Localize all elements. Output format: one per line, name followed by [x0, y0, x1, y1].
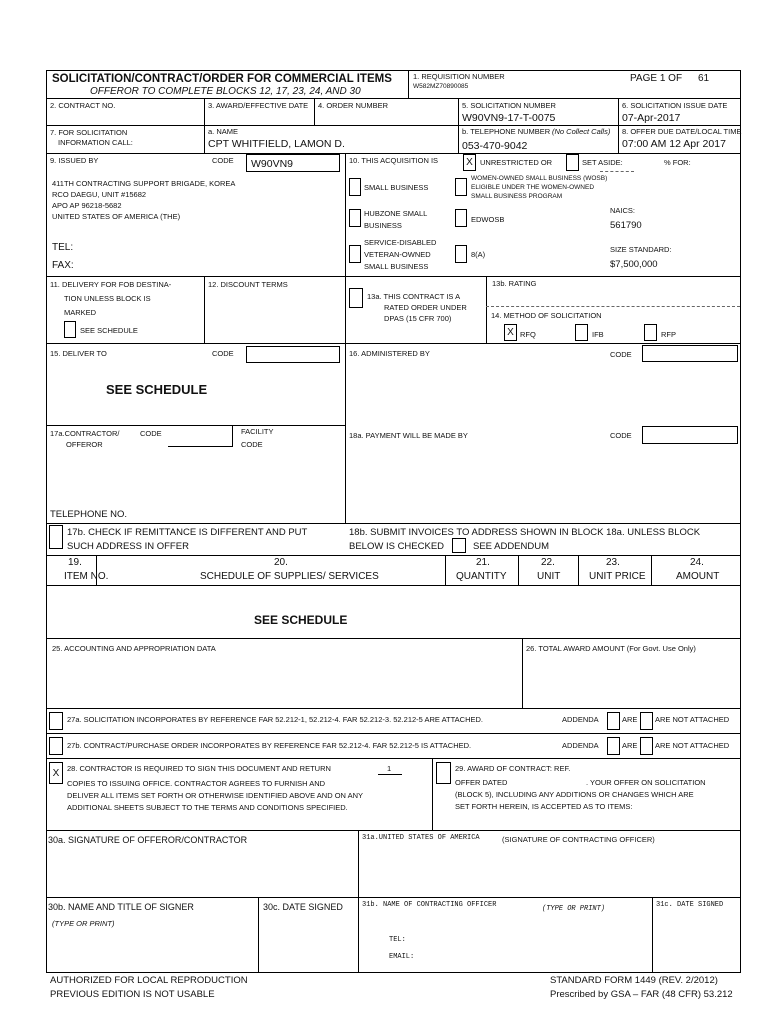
rating-label: 13b. RATING	[492, 279, 537, 288]
ifb-label: IFB	[592, 330, 604, 339]
set-aside-checkbox[interactable]	[566, 154, 579, 171]
edwosb-label: EDWOSB	[471, 215, 505, 224]
co-type-print: (TYPE OR PRINT)	[542, 905, 606, 913]
telephone-value: 053-470-9042	[462, 140, 528, 152]
information-call-label: INFORMATION CALL:	[58, 138, 133, 147]
unrestricted-checkbox[interactable]: X	[463, 154, 476, 171]
hubzone-checkbox[interactable]	[349, 209, 361, 227]
administered-by-code-label: CODE	[610, 350, 632, 359]
27a-are-not-label: ARE NOT ATTACHED	[655, 715, 730, 724]
issue-date-value: 07-Apr-2017	[622, 112, 681, 124]
29-checkbox[interactable]	[436, 762, 451, 784]
wosb-label-2: ELIGIBLE UNDER THE WOMEN-OWNED	[471, 184, 595, 191]
telephone-no-label: TELEPHONE NO.	[50, 509, 128, 520]
size-standard-value: $7,500,000	[610, 259, 658, 270]
28-line-1: 28. CONTRACTOR IS REQUIRED TO SIGN THIS DOCUMENT AND RETURN	[67, 764, 331, 773]
payment-code-box	[642, 426, 738, 444]
see-addendum-label: SEE ADDENDUM	[473, 541, 550, 552]
co-tel-label: TEL:	[389, 936, 406, 944]
rated-order-label-2: RATED ORDER UNDER	[384, 303, 467, 312]
ifb-checkbox[interactable]	[575, 324, 588, 341]
col-schedule-number: 20.	[274, 557, 288, 568]
col-schedule-label: SCHEDULE OF SUPPLIES/ SERVICES	[200, 571, 379, 582]
col-amount-label: AMOUNT	[676, 571, 720, 582]
telephone-label: b. TELEPHONE NUMBER	[462, 127, 551, 136]
8a-checkbox[interactable]	[455, 245, 467, 263]
solicitation-number-label: 5. SOLICITATION NUMBER	[462, 101, 556, 110]
payment-code-label: CODE	[610, 431, 632, 440]
hubzone-label-2: BUSINESS	[364, 221, 402, 230]
col-quantity-label: QUANTITY	[456, 571, 507, 582]
requisition-number-value: W582MZ70890085	[413, 83, 469, 90]
col-amount-number: 24.	[690, 557, 704, 568]
remittance-checkbox[interactable]	[49, 525, 63, 549]
delivery-fob-label-1: 11. DELIVERY FOR FOB DESTINA-	[50, 280, 172, 289]
sdvosb-label-3: SMALL BUSINESS	[364, 262, 429, 271]
total-award-label: 26. TOTAL AWARD AMOUNT (For Govt. Use Only)	[526, 644, 696, 653]
remittance-label-1: 17b. CHECK IF REMITTANCE IS DIFFERENT AND PUT	[67, 527, 308, 538]
naics-label: NAICS:	[610, 206, 636, 215]
see-schedule-checkbox[interactable]	[64, 321, 76, 338]
naics-value: 561790	[610, 220, 642, 231]
delivery-fob-label-3: MARKED	[64, 308, 97, 317]
wosb-checkbox[interactable]	[455, 178, 467, 196]
discount-terms-label: 12. DISCOUNT TERMS	[208, 280, 288, 289]
issued-by-label: 9. ISSUED BY	[50, 156, 99, 165]
co-name-label: 31b. NAME OF CONTRACTING OFFICER	[362, 901, 497, 909]
facility-label: FACILITY	[241, 427, 274, 436]
contract-no-label: 2. CONTRACT NO.	[50, 101, 116, 110]
27b-checkbox[interactable]	[49, 737, 63, 755]
deliver-to-see-schedule: SEE SCHEDULE	[106, 382, 208, 397]
29-line-3: (BLOCK 5), INCLUDING ANY ADDITIONS OR CHANGES WHICH ARE	[455, 790, 694, 799]
size-standard-label: SIZE STANDARD:	[610, 245, 672, 254]
usa-label: 31a.UNITED STATES OF AMERICA	[362, 834, 480, 842]
sdvosb-label-1: SERVICE-DISABLED	[364, 238, 437, 247]
27b-are-label: ARE	[622, 741, 638, 750]
col-unit-price-label: UNIT PRICE	[589, 571, 646, 582]
administered-by-code-box	[642, 345, 738, 362]
29-line-4: SET FORTH HEREIN, IS ACCEPTED AS TO ITEMS:	[455, 802, 633, 811]
rfp-label: RFP	[661, 330, 676, 339]
solicitation-number-value: W90VN9-17-T-0075	[462, 112, 556, 124]
remittance-label-2: SUCH ADDRESS IN OFFER	[67, 541, 189, 552]
co-email-label: EMAIL:	[389, 953, 415, 961]
issued-by-address-4: UNITED STATES OF AMERICA (THE)	[52, 212, 181, 221]
28-copies-value: 1	[387, 764, 392, 773]
offeror-date-signed-label: 30c. DATE SIGNED	[263, 902, 343, 912]
28-line-2: COPIES TO ISSUING OFFICE. CONTRACTOR AGREES TO FURNISH AND	[67, 779, 326, 788]
rated-order-checkbox[interactable]	[349, 288, 363, 308]
page-label: PAGE 1 OF	[630, 73, 683, 84]
27b-text: 27b. CONTRACT/PURCHASE ORDER INCORPORATES BY REFERENCE FAR 52.212-4. FAR 52.212-5 IS ATTACHED.	[67, 741, 472, 750]
28-checkbox[interactable]: X	[49, 762, 63, 784]
deliver-to-code-label: CODE	[212, 349, 234, 358]
wosb-label-1: WOMEN-OWNED SMALL BUSINESS (WOSB)	[471, 175, 608, 182]
issued-by-fax-label: FAX:	[52, 260, 74, 271]
footer-authorized: AUTHORIZED FOR LOCAL REPRODUCTION	[50, 975, 248, 986]
hubzone-label-1: HUBZONE SMALL	[364, 209, 428, 218]
rfq-checkbox[interactable]: X	[504, 324, 517, 341]
footer-form-number: STANDARD FORM 1449 (REV. 2/2012)	[550, 975, 718, 986]
method-of-solicitation-label: 14. METHOD OF SOLICITATION	[491, 311, 602, 320]
administered-by-label: 16. ADMINISTERED BY	[349, 349, 430, 358]
27a-addenda-label: ADDENDA	[562, 715, 599, 724]
no-collect-calls-note: (No Collect Calls)	[552, 127, 611, 136]
sdvosb-checkbox[interactable]	[349, 245, 361, 263]
edwosb-checkbox[interactable]	[455, 209, 467, 227]
col-item-label: ITEM NO.	[64, 571, 109, 582]
see-schedule-label: SEE SCHEDULE	[80, 326, 138, 335]
contractor-code-label: CODE	[140, 429, 162, 438]
29-line-2b: . YOUR OFFER ON SOLICITATION	[586, 778, 706, 787]
offer-due-label: 8. OFFER DUE DATE/LOCAL TIME	[622, 127, 742, 136]
col-item-number: 19.	[68, 557, 82, 568]
27b-addenda-label: ADDENDA	[562, 741, 599, 750]
issued-by-address-1: 411TH CONTRACTING SUPPORT BRIGADE, KOREA	[52, 179, 236, 188]
28-line-3: DELIVER ALL ITEMS SET FORTH OR OTHERWISE IDENTIFIED ABOVE AND ON ANY	[67, 791, 364, 800]
contractor-label-2: OFFEROR	[66, 440, 103, 449]
schedule-see-schedule: SEE SCHEDULE	[254, 613, 348, 627]
27a-are-label: ARE	[622, 715, 638, 724]
contact-name-value: CPT WHITFIELD, LAMON D.	[208, 138, 345, 150]
issued-by-code-value: W90VN9	[251, 158, 294, 170]
rated-order-label-1: 13a. THIS CONTRACT IS A	[367, 292, 461, 301]
small-business-checkbox[interactable]	[349, 178, 361, 196]
issued-by-address-2: RCO DAEGU, UNIT #15682	[52, 190, 147, 199]
27b-are-not-checkbox[interactable]	[640, 737, 653, 755]
footer-prescribed-by: Prescribed by GSA – FAR (48 CFR) 53.212	[550, 989, 733, 1000]
27a-are-not-checkbox[interactable]	[640, 712, 653, 730]
requisition-number-label: 1. REQUISITION NUMBER	[413, 72, 505, 81]
issued-by-tel-label: TEL:	[52, 242, 74, 253]
small-business-label: SMALL BUSINESS	[364, 183, 429, 192]
deliver-to-code-box	[246, 346, 340, 363]
delivery-fob-label-2: TION UNLESS BLOCK IS	[64, 294, 151, 303]
rfq-label: RFQ	[520, 330, 536, 339]
wosb-label-3: SMALL BUSINESS PROGRAM	[471, 193, 563, 200]
facility-code-label: CODE	[241, 440, 263, 449]
signer-name-label: 30b. NAME AND TITLE OF SIGNER	[48, 902, 194, 912]
sdvosb-label-2: VETERAN-OWNED	[364, 250, 431, 259]
rated-order-label-3: DPAS (15 CFR 700)	[384, 314, 452, 323]
col-unit-number: 22.	[541, 557, 555, 568]
signer-type-print: (TYPE OR PRINT)	[52, 919, 115, 928]
set-aside-pct-label: % FOR:	[664, 158, 691, 167]
acquisition-label: 10. THIS ACQUISITION IS	[349, 156, 439, 165]
accounting-data-label: 25. ACCOUNTING AND APPROPRIATION DATA	[52, 644, 216, 653]
co-date-signed-label: 31c. DATE SIGNED	[656, 901, 724, 909]
29-line-2: OFFER DATED	[455, 778, 508, 787]
issue-date-label: 6. SOLICITATION ISSUE DATE	[622, 101, 728, 110]
rfp-checkbox[interactable]	[644, 324, 657, 341]
27b-are-checkbox[interactable]	[607, 737, 620, 755]
order-number-label: 4. ORDER NUMBER	[318, 101, 389, 110]
issued-by-code-label: CODE	[212, 156, 234, 165]
contractor-label-1: 17a.CONTRACTOR/	[50, 429, 120, 438]
award-date-label: 3. AWARD/EFFECTIVE DATE	[208, 101, 309, 110]
contact-name-label: a. NAME	[208, 127, 239, 136]
27a-checkbox[interactable]	[49, 712, 63, 730]
set-aside-label: SET ASIDE:	[582, 158, 623, 167]
27b-are-not-label: ARE NOT ATTACHED	[655, 741, 730, 750]
submit-invoices-label-2: BELOW IS CHECKED	[349, 541, 445, 552]
issued-by-address-3: APO AP 96218-5682	[52, 201, 122, 210]
8a-label: 8(A)	[471, 250, 486, 259]
co-signature-label: (SIGNATURE OF CONTRACTING OFFICER)	[502, 835, 655, 844]
unrestricted-label: UNRESTRICTED OR	[480, 158, 553, 167]
form-title: SOLICITATION/CONTRACT/ORDER FOR COMMERCIAL ITEMS	[52, 73, 392, 85]
payment-by-label: 18a. PAYMENT WILL BE MADE BY	[349, 431, 468, 440]
col-unit-label: UNIT	[537, 571, 561, 582]
for-solicitation-label: 7. FOR SOLICITATION	[50, 128, 128, 137]
submit-invoices-label-1: 18b. SUBMIT INVOICES TO ADDRESS SHOWN IN BLOCK 18a. UNLESS BLOCK	[349, 527, 701, 538]
see-addendum-checkbox[interactable]	[452, 538, 466, 553]
29-line-1: 29. AWARD OF CONTRACT: REF.	[455, 764, 571, 773]
col-unit-price-number: 23.	[606, 557, 620, 568]
28-line-4: ADDITIONAL SHEETS SUBJECT TO THE TERMS AND CONDITIONS SPECIFIED.	[67, 803, 348, 812]
27a-are-checkbox[interactable]	[607, 712, 620, 730]
offeror-signature-label: 30a. SIGNATURE OF OFFEROR/CONTRACTOR	[48, 835, 248, 845]
footer-previous-edition: PREVIOUS EDITION IS NOT USABLE	[50, 989, 215, 1000]
27a-text: 27a. SOLICITATION INCORPORATES BY REFERENCE FAR 52.212-1, 52.212-4. FAR 52.212-3. 52.212-5 ARE ATTACHED.	[67, 715, 483, 724]
form-subtitle: OFFEROR TO COMPLETE BLOCKS 12, 17, 23, 24, AND 30	[90, 86, 361, 97]
page-total: 61	[698, 73, 710, 84]
col-quantity-number: 21.	[476, 557, 490, 568]
deliver-to-label: 15. DELIVER TO	[50, 349, 107, 358]
offer-due-value: 07:00 AM 12 Apr 2017	[622, 138, 726, 150]
